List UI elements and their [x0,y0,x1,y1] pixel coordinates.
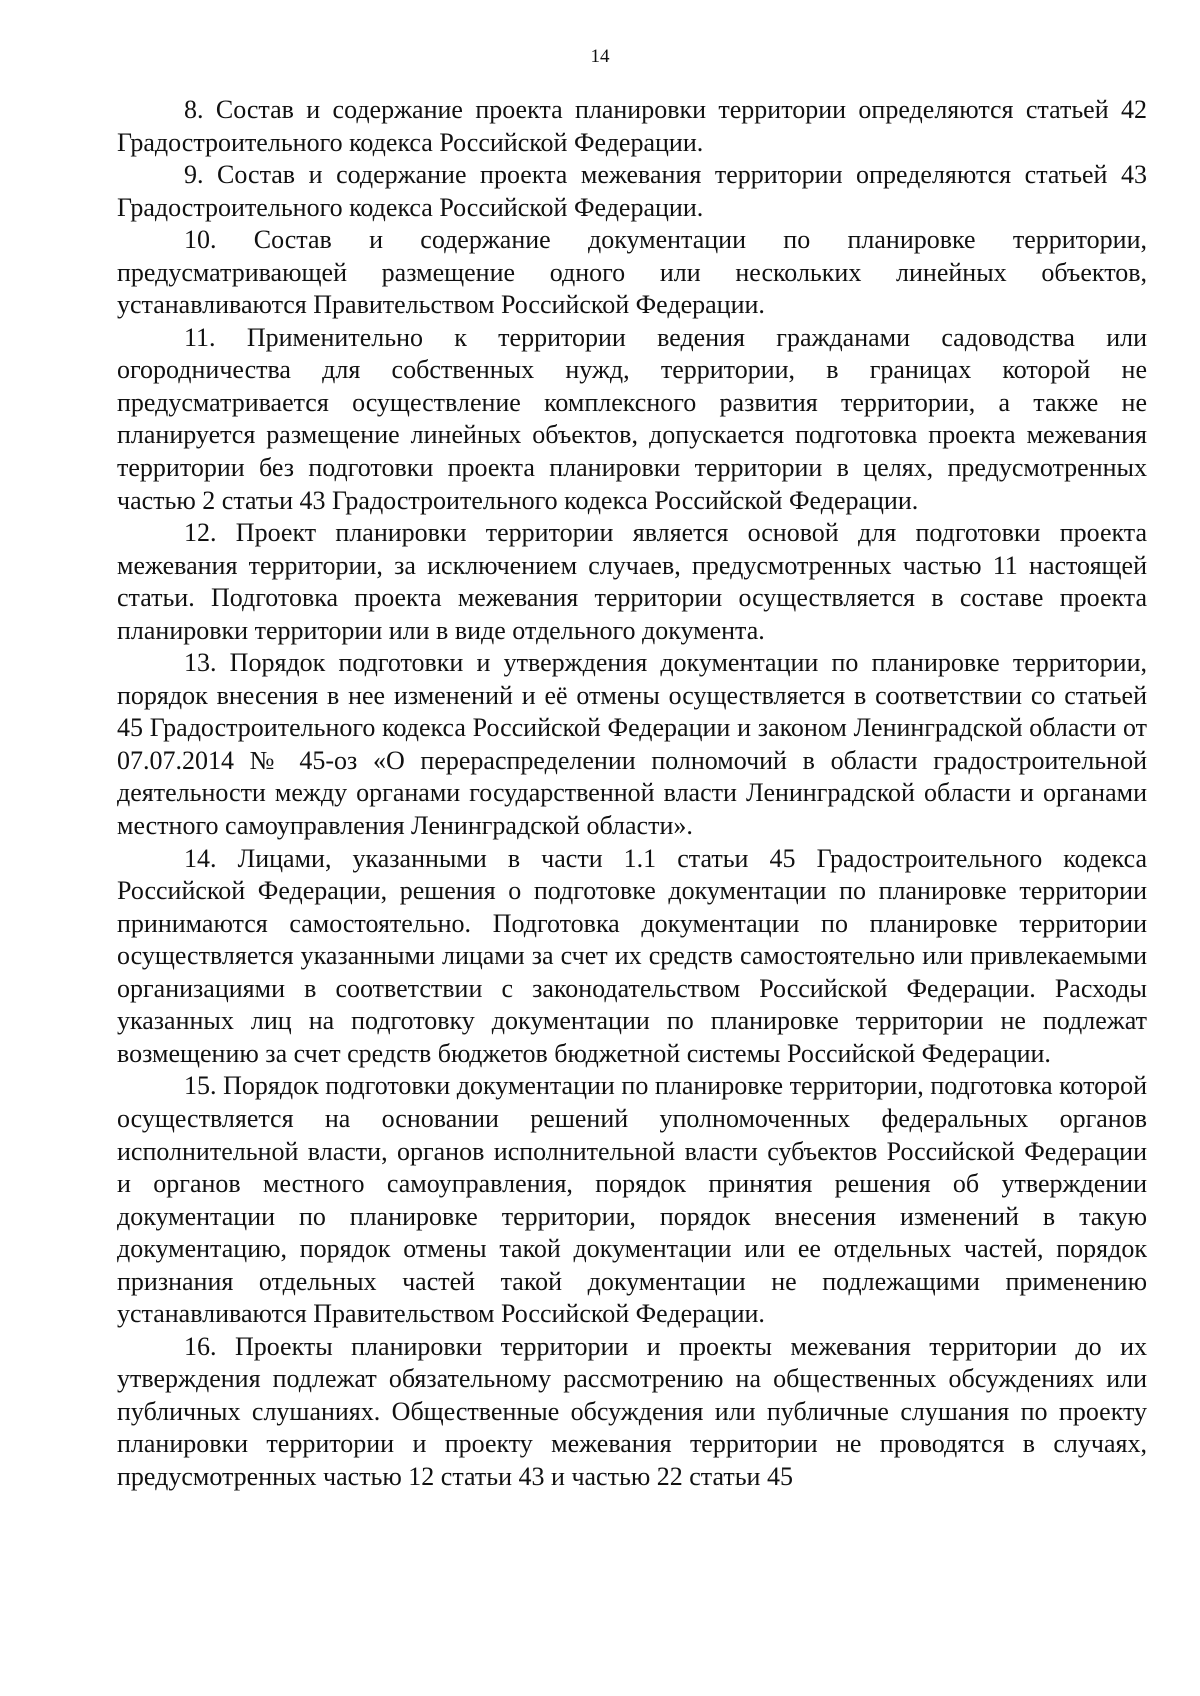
paragraph-15: 15. Порядок подготовки документации по планировке территории, подготовка которой осуществляется на основании решений уполномоченных федеральных органов исполнительной власти, органов исполнительной власти субъектов Российской Федерации и органов местного самоуправления, порядок принятия решения об утверждении документации по планировке территории, порядок внесения изменений в такую документацию, порядок отмены такой документации или ее отдельных частей, порядок признания отдельных частей такой документации не подлежащими применению устанавливаются Правительством Российской Федерации. [117,1071,1147,1329]
paragraph-9: 9. Состав и содержание проекта межевания территории определяются статьей 43 Градостроительного кодекса Российской Федерации. [117,160,1147,222]
paragraph-16: 16. Проекты планировки территории и проекты межевания территории до их утверждения подлежат обязательному рассмотрению на общественных обсуждениях или публичных слушаниях. Общественные обсуждения или публичные слушания по проекту планировки территории и проекту межевания территории не проводятся в случаях, предусмотренных частью 12 статьи 43 и частью 22 статьи 45 [117,1331,1147,1491]
document-body [117,94,1147,1494]
paragraph-11: 11. Применительно к территории ведения гражданами садоводства или огородничества для собственных нужд, территории, в границах которой не предусматривается осуществление комплексного развития территории, а также не планируется размещение линейных объектов, допускается подготовка проекта межевания территории без подготовки проекта планировки территории в целях, предусмотренных частью 2 статьи 43 Градостроительного кодекса Российской Федерации. [117,322,1147,515]
paragraph-8: 8. Состав и содержание проекта планировки территории определяются статьей 42 Градостроительного кодекса Российской Федерации. [117,95,1147,157]
paragraph-13: 13. Порядок подготовки и утверждения документации по планировке территории, порядок внесения в нее изменений и её отмены осуществляется в соответствии со статьей 45 Градостроительного кодекса Российской Федерации и законом Ленинградской области от 07.07.2014 № 45-оз «О перераспределении полномочий в области градостроительной деятельности между органами государственной власти Ленинградской области и органами местного самоуправления Ленинградской области». [117,648,1147,841]
paragraph-12: 12. Проект планировки территории является основой для подготовки проекта межевания территории, за исключением случаев, предусмотренных частью 11 настоящей статьи. Подготовка проекта межевания территории осуществляется в составе проекта планировки территории или в виде отдельного документа. [117,518,1147,645]
paragraph-14: 14. Лицами, указанными в части 1.1 статьи 45 Градостроительного кодекса Российской Федерации, решения о подготовке документации по планировке территории принимаются самостоятельно. Подготовка документации по планировке территории осуществляется указанными лицами за счет их средств самостоятельно или привлекаемыми организациями в соответствии с законодательством Российской Федерации. Расходы указанных лиц на подготовку документации по планировке территории не подлежат возмещению за счет средств бюджетов бюджетной системы Российской Федерации. [117,843,1147,1068]
page-number: 14 [590,46,610,67]
paragraph-10: 10. Состав и содержание документации по планировке территории, предусматривающей размещение одного или нескольких линейных объектов, устанавливаются Правительством Российской Федерации. [117,225,1147,320]
